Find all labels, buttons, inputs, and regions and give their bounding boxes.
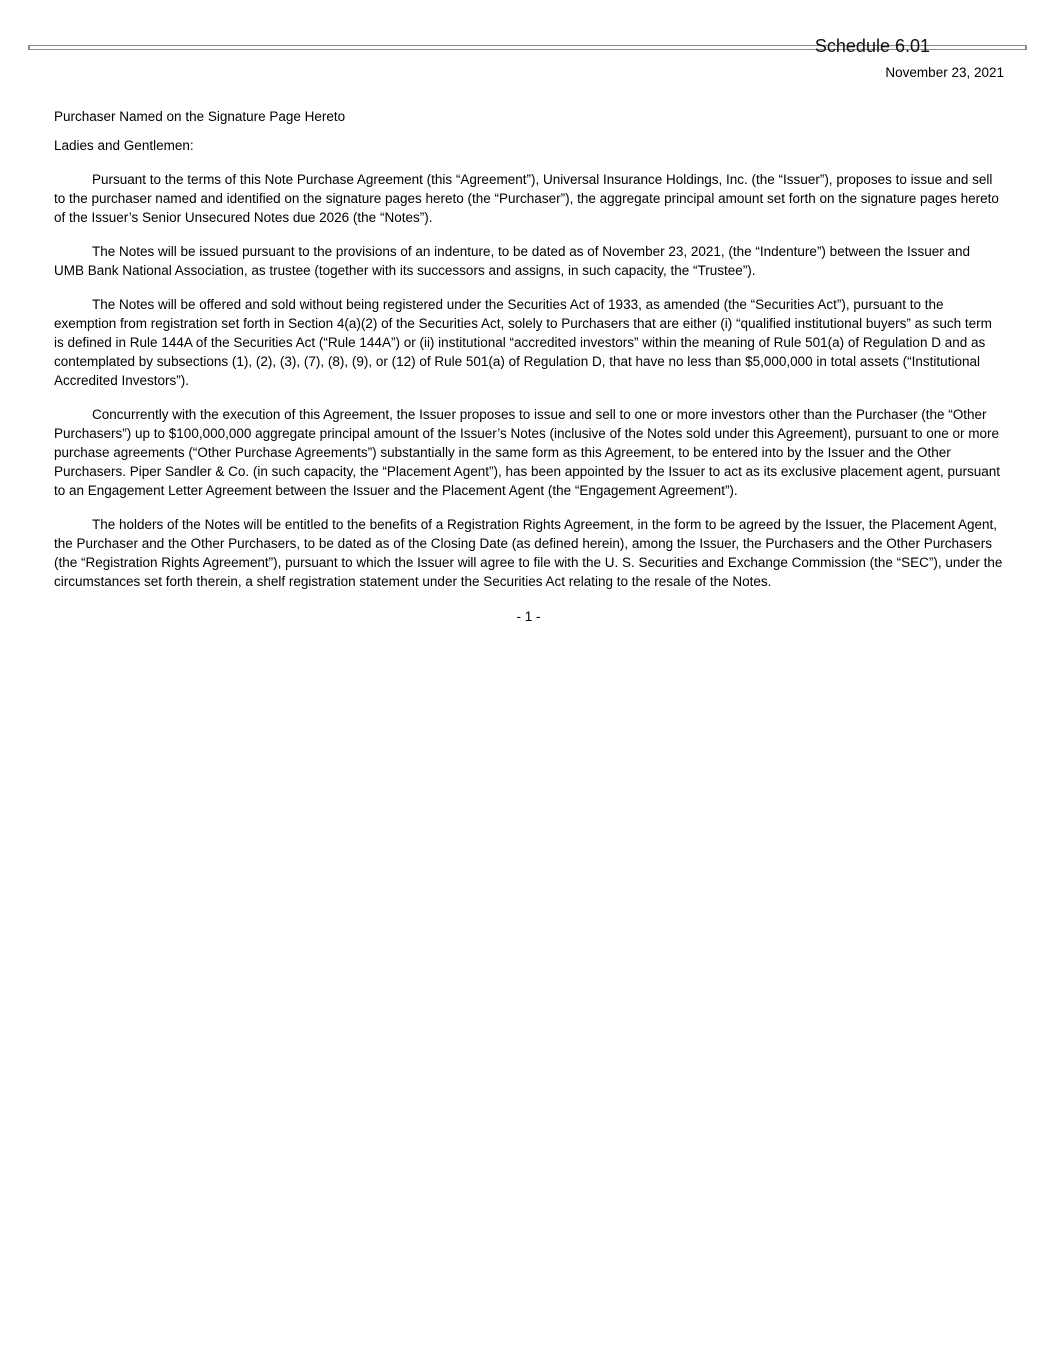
body-paragraph-3: The Notes will be offered and sold without being registered under the Securities Act of 1933, as amended (the “Securities Act”), pursuant to the exemption from registration set forth in Section 4(a)(2) of the Securities Act, solely to Purchasers that are either (i) “qualified institutional buyers” as such term is defined in Rule 144A of the Securities Act (“Rule 144A”) or (ii) institutional “accredited investors” within the meaning of Rule 501(a) of Regulation D and as contemplated by subsections (1), (2), (3), (7), (8), (9), or (12) of Rule 501(a) of Regulation D, that have no less than $5,000,000 in total assets (“Institutional Accredited Investors”).: [54, 297, 992, 388]
body-paragraph-5: The holders of the Notes will be entitled to the benefits of a Registration Rights Agreement, in the form to be agreed by the Issuer, the Placement Agent, the Purchaser and the Other Purchasers, to be dated as of the Closing Date (as defined herein), among the Issuer, the Purchasers and the Other Purchasers (the “Registration Rights Agreement”), pursuant to which the Issuer will agree to file with the U. S. Securities and Exchange Commission (the “SEC”), under the circumstances set forth therein, a shelf registration statement under the Securities Act relating to the resale of the Notes.: [54, 517, 1003, 589]
page-title: Schedule 6.01: [814, 36, 930, 56]
salutation-line: Ladies and Gentlemen:: [54, 138, 194, 153]
body-paragraph-1: Pursuant to the terms of this Note Purchase Agreement (this “Agreement”), Universal Insurance Holdings, Inc. (the “Issuer”), proposes to issue and sell to the purchaser named and identified on the signature pages hereto (the “Purchaser”), the aggregate principal amount set forth on the signature pages hereto of the Issuer’s Senior Unsecured Notes due 2026 (the “Notes”).: [54, 172, 999, 225]
letter-body: [54, 107, 1003, 626]
body-paragraph-2: The Notes will be issued pursuant to the provisions of an indenture, to be dated as of November 23, 2021, (the “Indenture”) between the Issuer and UMB Bank National Association, as trustee (together with its successors and assigns, in such capacity, the “Trustee”).: [54, 244, 971, 278]
page-number: - 1 -: [516, 609, 541, 624]
body-paragraph-4: Concurrently with the execution of this Agreement, the Issuer proposes to issue and sell to one or more investors other than the Purchaser (the “Other Purchasers”) up to $100,000,000 aggregate principal amount of the Issuer’s Notes (inclusive of the Notes sold under this Agreement), pursuant to one or more purchase agreements (“Other Purchase Agreements”) substantially in the same form as this Agreement, to be entered into by the Issuer and the Other Purchasers. Piper Sandler & Co. (in such capacity, the “Placement Agent”), has been appointed by the Issuer to act as its exclusive placement agent, pursuant to an Engagement Letter Agreement between the Issuer and the Placement Agent (the “Engagement Agreement”).: [54, 407, 1001, 498]
addressee-line: Purchaser Named on the Signature Page Hereto: [54, 109, 346, 124]
date-line: November 23, 2021: [885, 65, 1004, 80]
